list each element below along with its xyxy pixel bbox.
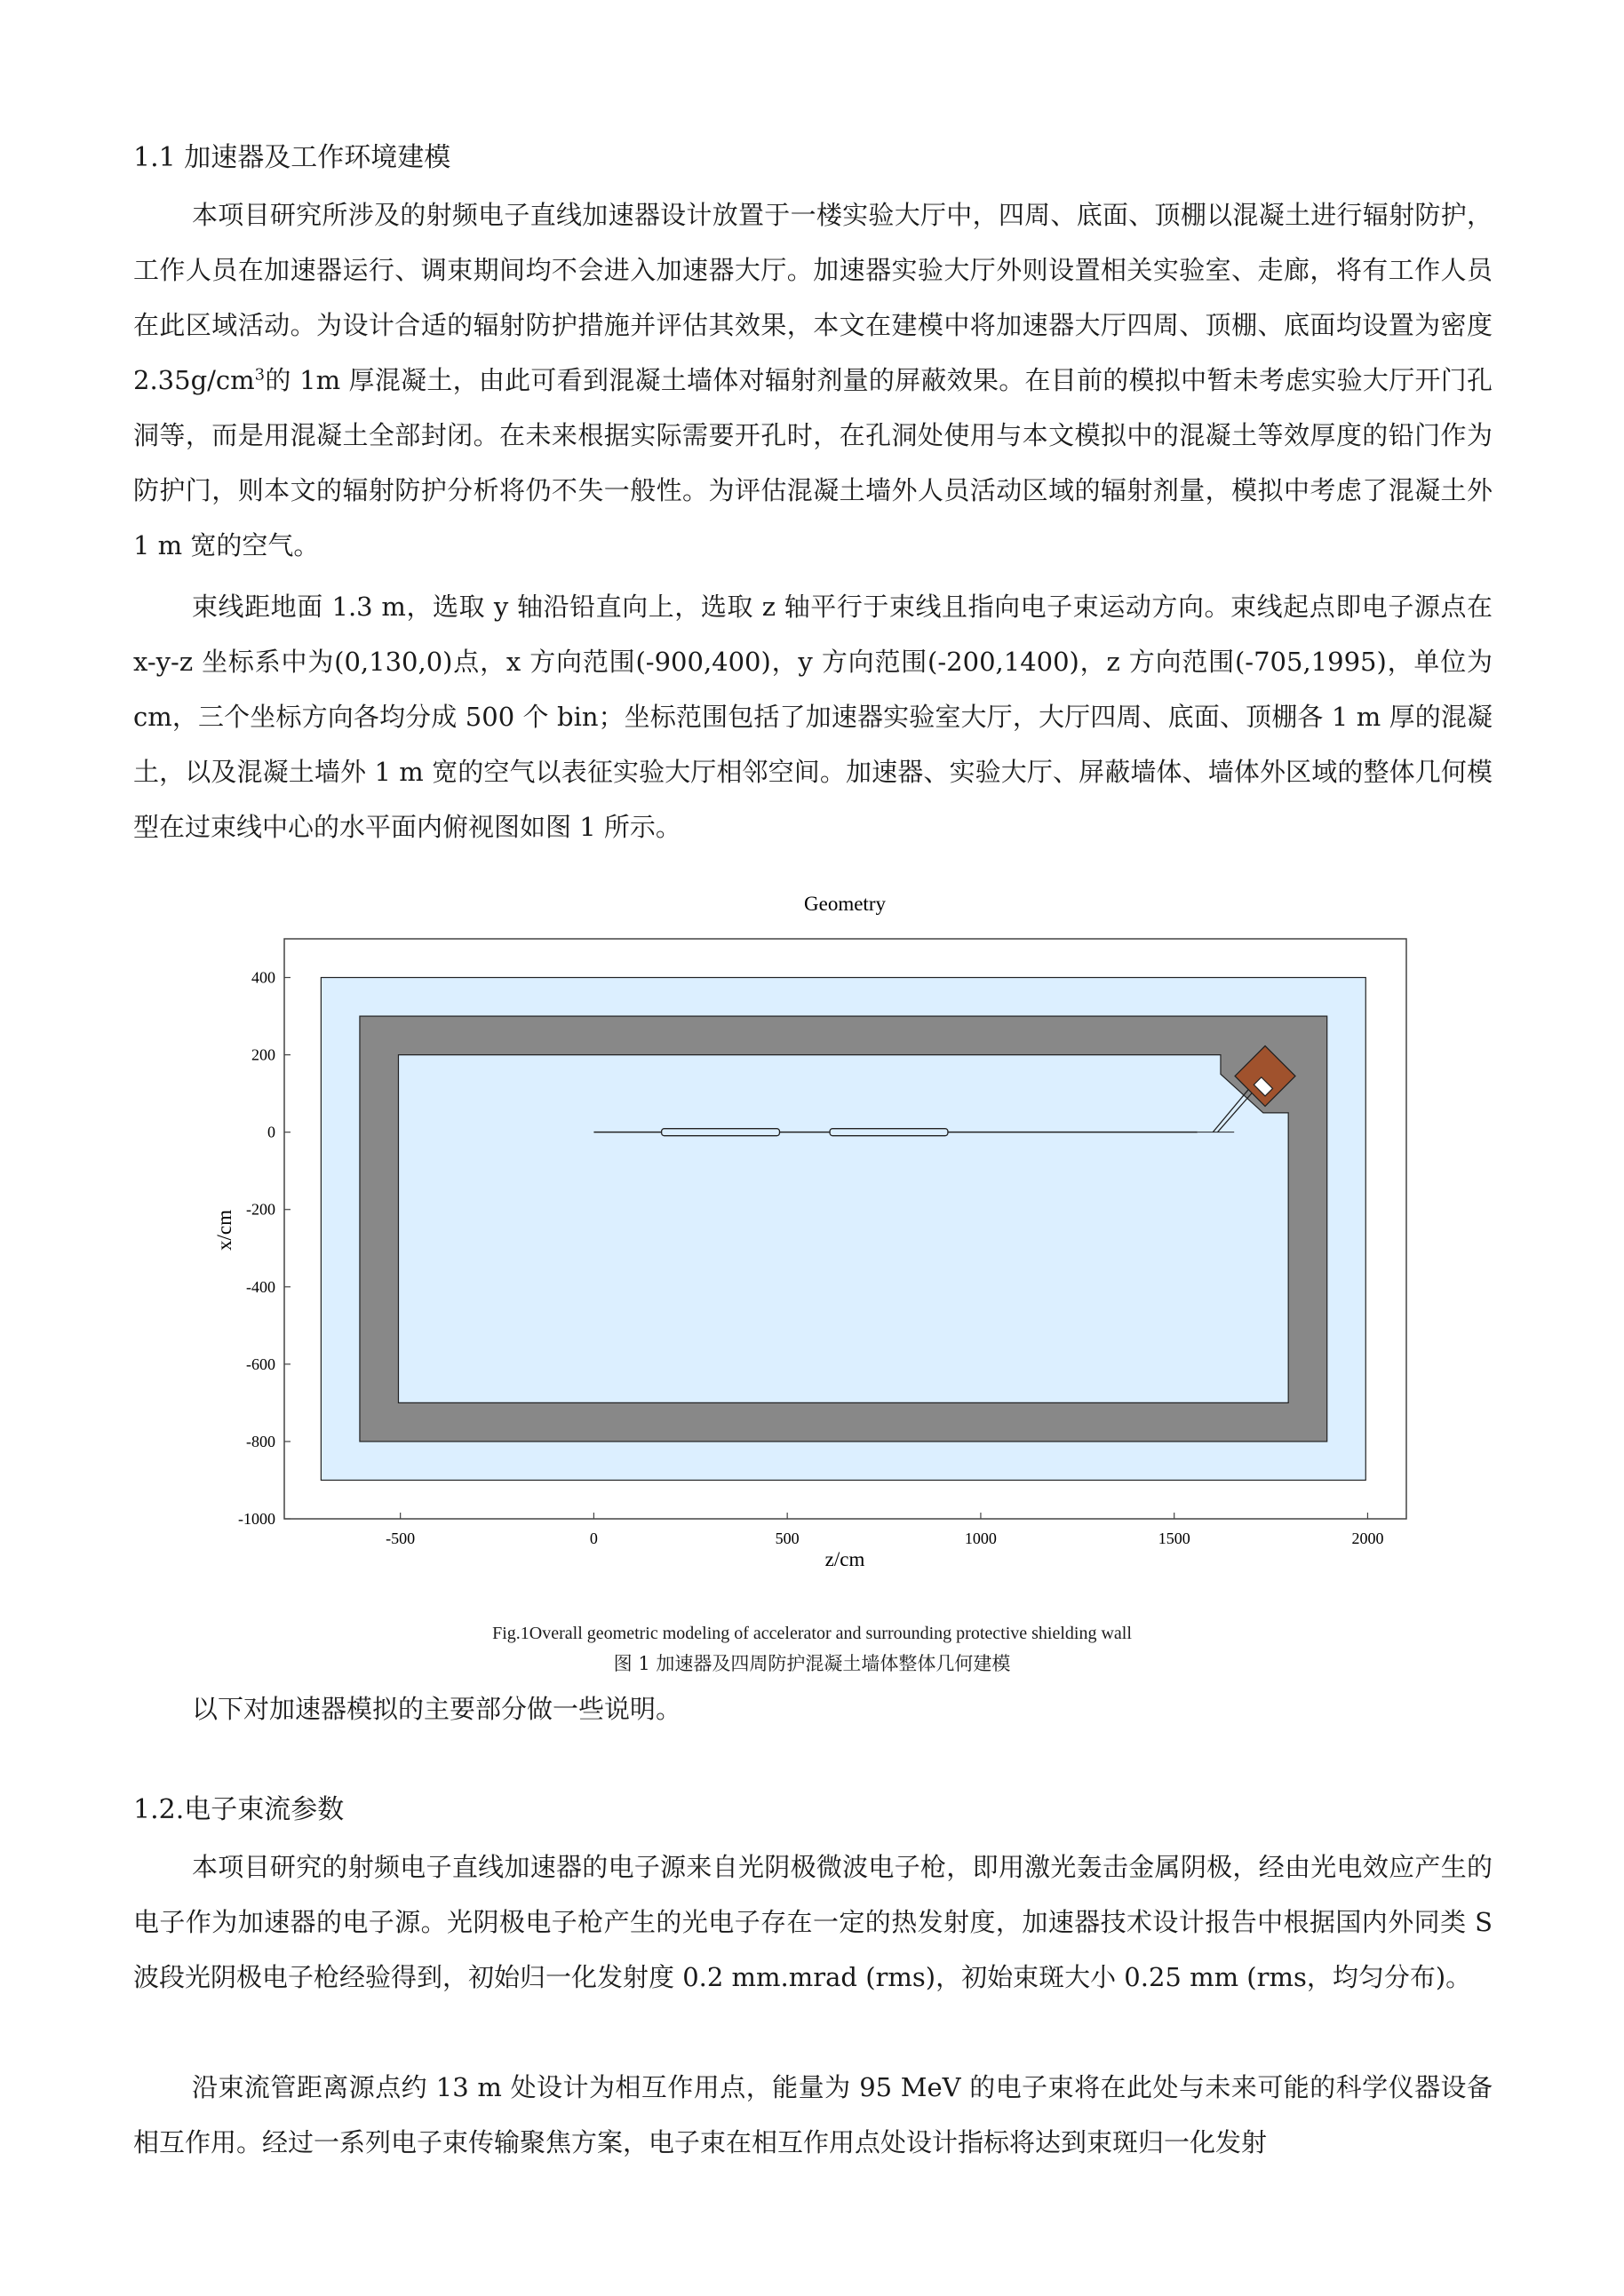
geometry-regions <box>321 978 1365 1481</box>
x-tick-label: 2000 <box>1351 1529 1384 1547</box>
section-1-1-paragraph-1 <box>133 187 1493 573</box>
region-hall <box>398 1055 1288 1403</box>
y-tick-label: -600 <box>246 1355 275 1373</box>
y-axis-ticks <box>238 969 291 1528</box>
y-axis-label: x/cm <box>213 1210 235 1251</box>
section-1-2-heading: 1.2.电子束流参数 <box>133 1794 345 1825</box>
section-1-1-heading: 1.1 加速器及工作环境建模 <box>133 142 451 173</box>
x-tick-label: 1500 <box>1158 1529 1190 1547</box>
figure-caption-english: Fig.1Overall geometric modeling of accelerator and surrounding protective shielding wall <box>492 1624 1132 1643</box>
accelerating-section-2 <box>830 1129 948 1136</box>
x-tick-label: 500 <box>775 1529 800 1547</box>
section-1-2-paragraph-1: 本项目研究的射频电子直线加速器的电子源来自光阴极微波电子枪，即用激光轰击金属阴极，经由光电效应产生的电子作为加速器的电子源。光阴极电子枪产生的光电子存在一定的热发射度，加速器技术设计报告中根据国内外同类 S 波段光阴极电子枪经验得到，初始归一化发射度 0.2 mm.mrad (rms)，初始束斑大小 0.25 mm (rms，均匀分布)。 <box>133 1852 1493 1992</box>
paragraph-text-part-1: 本项目研究所涉及的射频电子直线加速器设计放置于一楼实验大厅中，四周、底面、顶棚以混凝土进行辐射防护，工作人员在加速器运行、调束期间均不会进入加速器大厅。加速器实验大厅外则设置相关实验室、走廊，将有工作人员在此区域活动。为设计合适的辐射防护措施并评估其效果，本文在建模中将加速器大厅四周、顶棚、底面均设置为密度 2.35g/cm <box>133 200 1493 395</box>
accelerating-section-1 <box>662 1129 780 1136</box>
superscript-3: 3 <box>254 365 266 385</box>
y-tick-label: 400 <box>251 968 275 987</box>
x-axis-label: z/cm <box>824 1548 865 1570</box>
figure-caption-chinese: 图 1 加速器及四周防护混凝土墙体整体几何建模 <box>613 1653 1011 1674</box>
text-after-figure: 以下对加速器模拟的主要部分做一些说明。 <box>192 1694 682 1724</box>
y-tick-label: -400 <box>246 1277 275 1296</box>
y-tick-label: -200 <box>246 1200 275 1219</box>
x-tick-label: 1000 <box>964 1529 997 1547</box>
y-tick-label: 200 <box>251 1045 275 1064</box>
geometry-figure <box>204 884 1421 1612</box>
paragraph-text-part-2: 的 1m 厚混凝土，由此可看到混凝土墙体对辐射剂量的屏蔽效果。在目前的模拟中暂未考虑实验大厅开门孔洞等，而是用混凝土全部封闭。在未来根据实际需要开孔时，在孔洞处使用与本文模拟中的混凝土等效厚度的铅门作为防护门，则本文的辐射防护分析将仍不失一般性。为评估混凝土墙外人员活动区域的辐射剂量，模拟中考虑了混凝土外 1 m 宽的空气。 <box>133 365 1493 560</box>
x-tick-label: 0 <box>589 1529 598 1547</box>
x-tick-label: -500 <box>386 1529 416 1547</box>
section-1-2-paragraph-2: 沿束流管距离源点约 13 m 处设计为相互作用点，能量为 95 MeV 的电子束将在此处与未来可能的科学仪器设备相互作用。经过一系列电子束传输聚焦方案，电子束在相互作用点处设计指标将达到束斑归一化发射 <box>133 2072 1493 2157</box>
y-tick-label: -1000 <box>238 1510 275 1528</box>
y-tick-label: -800 <box>246 1432 275 1450</box>
y-tick-label: 0 <box>267 1123 275 1141</box>
section-1-1-paragraph-2: 束线距地面 1.3 m，选取 y 轴沿铅直向上，选取 z 轴平行于束线且指向电子束运动方向。束线起点即电子源点在 x-y-z 坐标系中为(0,130,0)点，x 方向范围(-900,400)，y 方向范围(-200,1400)，z 方向范围(-705,1995)，单位为 cm，三个坐标方向各均分成 500 个 bin；坐标范围包括了加速器实验室大厅，大厅四周、底面、顶棚各 1 m 厚的混凝土，以及混凝土墙外 1 m 宽的空气以表征实验大厅相邻空间。加速器、实验大厅、屏蔽墙体、墙体外区域的整体几何模型在过束线中心的水平面内俯视图如图 1 所示。 <box>133 592 1493 842</box>
chart-title: Geometry <box>804 893 886 915</box>
